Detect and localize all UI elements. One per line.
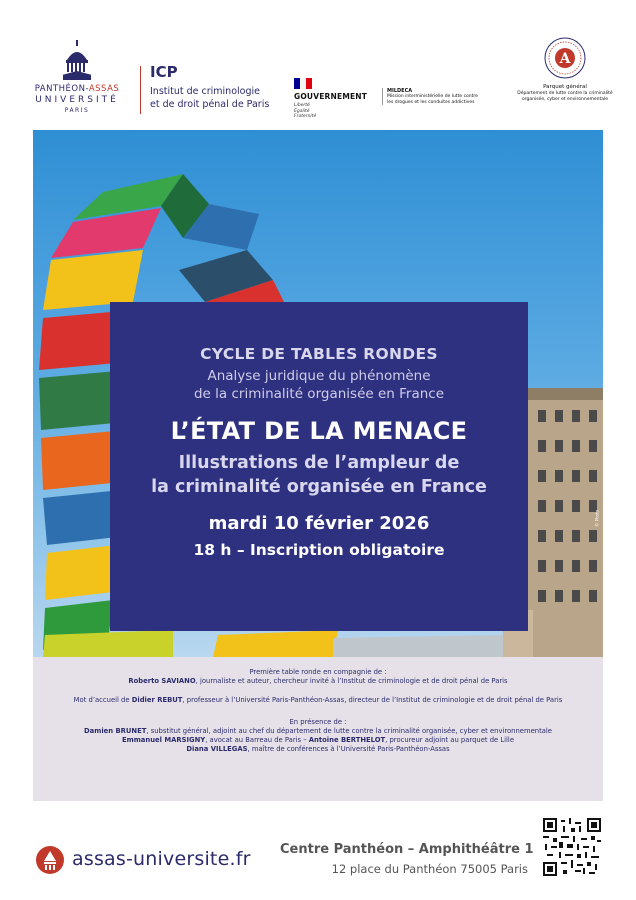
assas-city: PARIS — [64, 107, 90, 114]
event-panel — [110, 302, 528, 631]
gouvernement-motto: Liberté Égalité Fraternité — [294, 103, 317, 119]
mildeca-line2: les drogues et les conduites addictives — [387, 99, 475, 105]
pantheon-dome-icon — [60, 40, 94, 82]
marianne-flag-icon — [294, 78, 312, 89]
parquet-title: Parquet général — [543, 84, 587, 90]
qr-code-icon[interactable] — [543, 818, 601, 876]
event-date: mardi 10 février 2026 — [208, 513, 430, 534]
speaker-villegas: Diana VILLEGAS, maître de conférences à l’Université Paris-Panthéon-Assas — [186, 745, 450, 753]
speaker-marsigny-berthelot: Emmanuel MARSIGNY, avocat au Barreau de Paris – Antoine BERTHELOT, procureur adjoint au parquet de Lille — [121, 736, 515, 744]
speaker-brunet: Damien BRUNET, substitut général, adjoint au chef du département de lutte contre la criminalité organisée, cyber et environnementale — [84, 727, 552, 735]
header — [0, 0, 636, 130]
event-subtitle: Illustrations de l’ampleur de la criminalité organisée en France — [151, 453, 487, 497]
venue-name: Centre Panthéon – Amphithéâtre 1 — [280, 842, 534, 857]
parquet-logo — [510, 36, 620, 102]
pantheon-assas-logo — [22, 40, 132, 115]
parquet-line2: organisée, cyber et environnementale — [521, 96, 609, 102]
website-link[interactable]: assas-universite.fr — [72, 848, 251, 870]
event-title: L’ÉTAT DE LA MENACE — [170, 417, 468, 445]
header-separator — [140, 66, 141, 114]
welcome-rebut: Mot d’accueil de Didier REBUT, professeur à l’Université Paris-Panthéon-Assas, directeur de l’Institut de criminologie et de droit pénal de Paris — [73, 696, 563, 704]
mildeca-title: MILDECA — [387, 88, 413, 94]
speaker-saviano: Roberto SAVIANO, journaliste et auteur, chercheur invité à l’Institut de criminologie et de droit pénal de Paris — [128, 677, 508, 685]
icp-acronym: ICP — [150, 63, 178, 81]
mildeca-logo — [382, 88, 492, 105]
mildeca-line1: Mission interministérielle de lutte contre — [387, 94, 478, 99]
gouvernement-logo — [294, 78, 384, 120]
icp-name: Institut de criminologie et de droit pénal de Paris — [150, 86, 270, 110]
assas-flame-icon — [35, 845, 65, 875]
gouvernement-title: GOUVERNEMENT — [294, 92, 368, 101]
photo-credit: © Photo — [595, 510, 600, 527]
svg-text:A: A — [559, 51, 571, 67]
cycle-description: Analyse juridique du phénomène de la criminalité organisée en France — [193, 368, 445, 402]
presence-intro: En présence de : — [289, 718, 347, 726]
parquet-line1: Département de lutte contre la criminalité — [517, 91, 613, 96]
assas-university: UNIVERSITÉ — [35, 95, 119, 105]
speakers-block — [33, 657, 603, 801]
cycle-label: CYCLE DE TABLES RONDES — [200, 345, 438, 363]
first-round-intro: Première table ronde en compagnie de : — [249, 668, 387, 676]
venue-address: 12 place du Panthéon 75005 Paris — [331, 862, 528, 876]
event-time: 18 h – Inscription obligatoire — [193, 541, 445, 559]
assas-name: PANTHÉON-ASSAS — [34, 84, 120, 94]
icp-logo — [150, 64, 280, 111]
parquet-seal-icon — [543, 36, 587, 80]
